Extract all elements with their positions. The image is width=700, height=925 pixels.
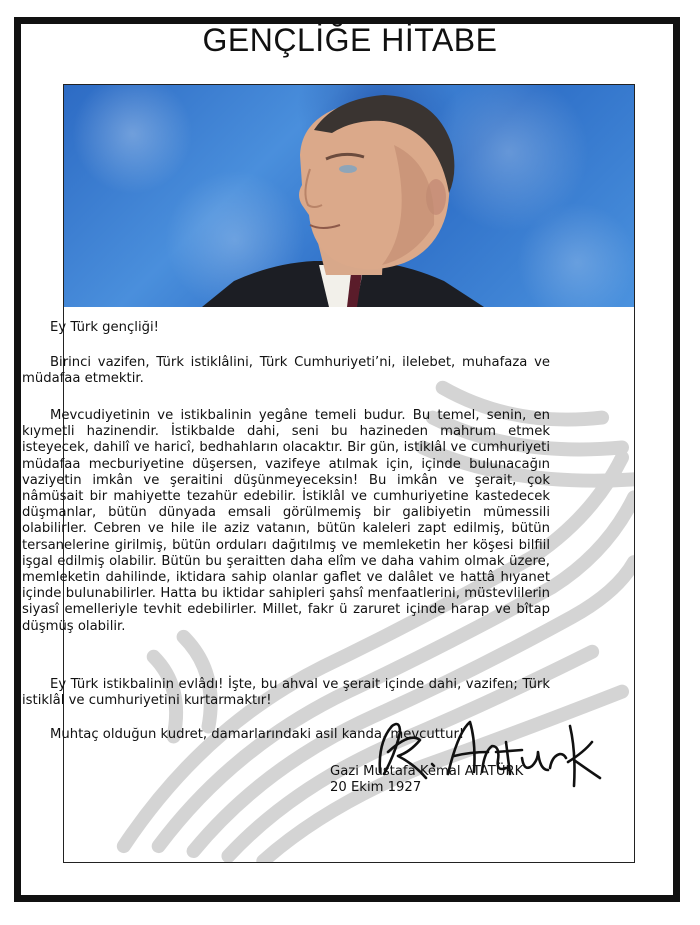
greeting: Ey Türk gençliği! (50, 320, 159, 335)
portrait-illustration (64, 85, 634, 307)
page-title: GENÇLİĞE HİTABE (202, 22, 498, 58)
paragraph-3: Ey Türk istikbalinin evlâdı! İşte, bu ahval ve şerait içinde dahi, vazifen; Türk istiklâl ve cumhuriyetini kurtarmaktır! (22, 677, 550, 709)
author-name: Gazi Mustafa Kemal ATATÜRK (330, 764, 524, 779)
paragraph-2: Mevcudiyetinin ve istikbalinin yegâne temeli budur. Bu temel, senin, en kıymetli hazinendir. İstikbalde dahi, seni bu hazineden mahrum etmek isteyecek, dahilî ve haricî, bedhahların olacaktır. Bir gün, istiklâl ve cumhuriyeti müdafaa mecburiyetine düşersen, vazifeye atılmak için, içinde bulunacağın vaziyetin imkân ve şeraitini düşünmeyeceksin! Bu imkân ve şerait, çok nâmüsait bir mahiyette tezahür edebilir. İstiklâl ve cumhuriyetine kastedecek düşmanlar, bütün dünyada emsali görülmemiş bir galibiyetin mümessili olabilirler. Cebren ve hile ile aziz vatanın, bütün kaleleri zapt edilmiş, bütün tersanelerine girilmiş, bütün orduları dağıtılmış ve memleketin her köşesi bilfiil işgal edilmiş olabilir. Bütün bu şeraitten daha elîm ve daha vahim olmak üzere, memleketin dahilinde, iktidara sahip olanlar gaflet ve dalâlet ve hattâ hıyanet içinde bulunabilirler. Hatta bu iktidar sahipleri şahsî menfaatlerini, müstevlilerin siyasî emelleriyle tevhit edebilirler. Millet, fakr ü zaruret içinde harap ve bîtap düşmüş olabilir. (22, 408, 550, 634)
speech-date: 20 Ekim 1927 (330, 780, 422, 795)
portrait-photo (64, 85, 634, 307)
paragraph-1: Birinci vazifen, Türk istiklâlini, Türk Cumhuriyeti’ni, ilelebet, muhafaza ve müdafaa etmektir. (22, 355, 550, 387)
signature-image (370, 712, 620, 792)
paragraph-4: Muhtaç olduğun kudret, damarlarındaki asil kanda, mevcuttur! (50, 727, 465, 742)
